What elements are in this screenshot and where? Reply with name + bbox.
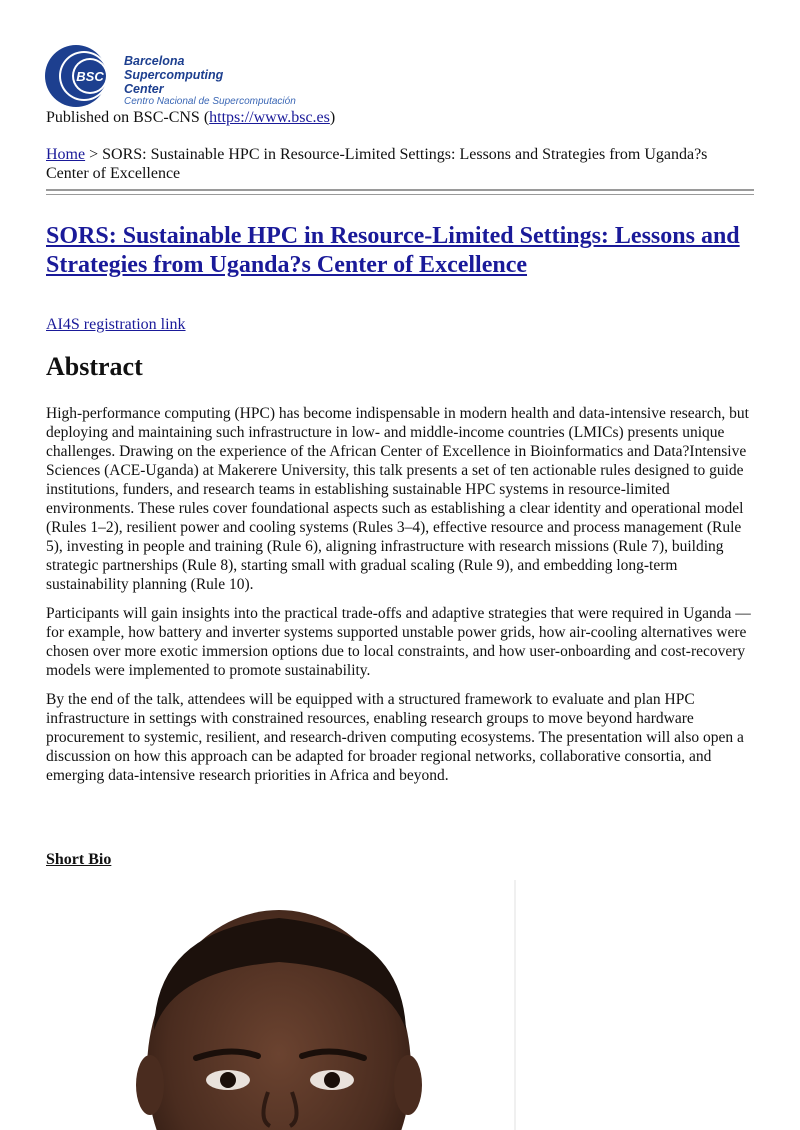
site-url-link[interactable]: https://www.bsc.es	[209, 109, 330, 126]
page-title[interactable]	[46, 222, 756, 280]
photo-edge	[514, 880, 516, 1130]
breadcrumb-home-link[interactable]: Home	[46, 146, 86, 163]
speaker-portrait-icon	[46, 880, 516, 1130]
registration-link-wrapper	[46, 316, 186, 334]
abstract-paragraph: Participants will gain insights into the practical trade-offs and adaptive strategies that were required in Uganda — for example, how battery and inverter systems supported unstable power grids, how air-cooling alternatives were chosen over more exotic immersion options due to local constraints, and how user-onboarding and cost-recovery models were implemented to promote sustainability.	[46, 605, 751, 679]
logo-line-3: Center	[124, 82, 164, 96]
logo-line-4: Centro Nacional de Supercomputación	[124, 96, 296, 107]
registration-link[interactable]: AI4S registration link	[46, 316, 186, 333]
header-divider	[46, 189, 754, 195]
logo-badge-text: BSC	[76, 69, 104, 84]
abstract-paragraph: By the end of the talk, attendees will be equipped with a structured framework to evaluate and plan HPC infrastructure in settings with constrained resources, enabling research groups to move beyond hardware procurement to systemic, resilient, and research-driven computing ecosystems. The presentation will also open a discussion on how this approach can be adapted for broader regional networks, collaborative consortia, and emerging data-intensive research priorities in Africa and beyond.	[46, 691, 744, 784]
bsc-logo-mark-icon	[44, 44, 124, 108]
breadcrumb-current: SORS: Sustainable HPC in Resource-Limited Settings: Lessons and Strategies from Uganda?s Center of Excellence	[46, 146, 708, 182]
published-suffix: )	[329, 109, 336, 126]
published-prefix: Published on BSC-CNS (	[46, 109, 210, 126]
abstract-heading: Abstract	[46, 352, 143, 381]
published-on	[46, 109, 335, 127]
logo-line-2: Supercomputing	[124, 68, 224, 82]
short-bio-heading: Short Bio	[46, 851, 112, 868]
abstract-body	[46, 404, 756, 795]
breadcrumb	[46, 145, 746, 183]
page-title-link[interactable]: SORS: Sustainable HPC in Resource-Limited Settings: Lessons and Strategies from Uganda?s Center of Excellence	[46, 223, 740, 278]
logo-wordmark	[124, 54, 296, 108]
breadcrumb-separator: >	[85, 146, 103, 163]
logo-line-1: Barcelona	[124, 54, 185, 68]
abstract-paragraph: High-performance computing (HPC) has become indispensable in modern health and data-intensive research, but deploying and maintaining such infrastructure in low- and middle-income countries (LMICs) presents unique challenges. Drawing on the experience of the African Center of Excellence in Bioinformatics and Data?Intensive Sciences (ACE-Uganda) at Makerere University, this talk presents a set of ten actionable rules designed to guide institutions, funders, and research teams in establishing sustainable HPC systems in resource-limited environments. These rules cover foundational aspects such as establishing a clear identity and operational model (Rules 1–2), resilient power and cooling systems (Rules 3–4), effective resource and process management (Rule 5), investing in people and training (Rule 6), aligning infrastructure with research missions (Rule 7), building strategic partnerships (Rule 8), starting small with gradual scaling (Rule 9), and embedding long-term sustainability planning (Rule 10).	[46, 405, 749, 593]
bsc-logo[interactable]	[44, 44, 314, 108]
speaker-photo	[46, 880, 516, 1130]
